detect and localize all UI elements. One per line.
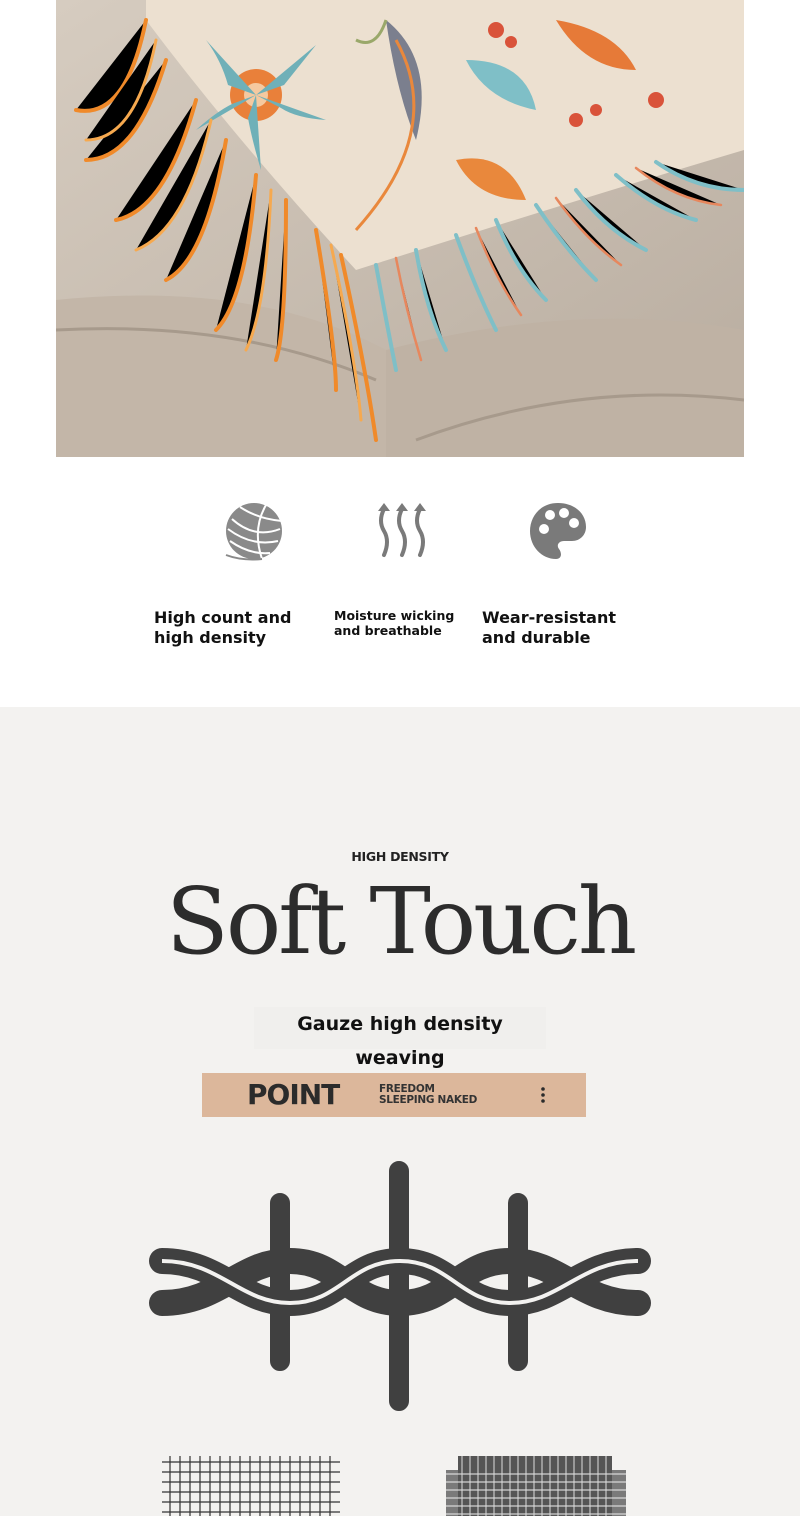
point-bar bbox=[202, 1073, 586, 1117]
product-photo bbox=[56, 0, 744, 457]
interlaced-weave-illustration bbox=[140, 1155, 660, 1415]
section-eyebrow: HIGH DENSITY bbox=[351, 849, 449, 864]
features-row bbox=[0, 457, 800, 707]
section-headline: Soft Touch bbox=[165, 868, 635, 975]
loose-grid-pattern bbox=[162, 1456, 340, 1516]
feature-label: Wear-resistant and durable bbox=[482, 608, 617, 647]
yarn-ball-icon bbox=[222, 499, 286, 563]
feature-label: Moisture wicking and breathable bbox=[334, 608, 455, 638]
grid-patterns bbox=[0, 1452, 800, 1516]
section-subline: Gauze high density weaving bbox=[254, 1007, 546, 1049]
soft-touch-section bbox=[0, 707, 800, 1516]
dense-grid-pattern bbox=[446, 1456, 626, 1516]
point-subtitle bbox=[379, 1084, 477, 1106]
blanket-illustration bbox=[56, 0, 744, 457]
point-line-2: SLEEPING NAKED bbox=[379, 1094, 478, 1106]
feature-label: High count and high density bbox=[154, 608, 292, 647]
point-title: POINT bbox=[247, 1078, 340, 1111]
point-line-1: FREEDOM bbox=[379, 1083, 435, 1095]
palette-icon bbox=[526, 499, 590, 563]
steam-waves-icon bbox=[370, 499, 434, 563]
vertical-dots-icon bbox=[538, 1086, 548, 1104]
